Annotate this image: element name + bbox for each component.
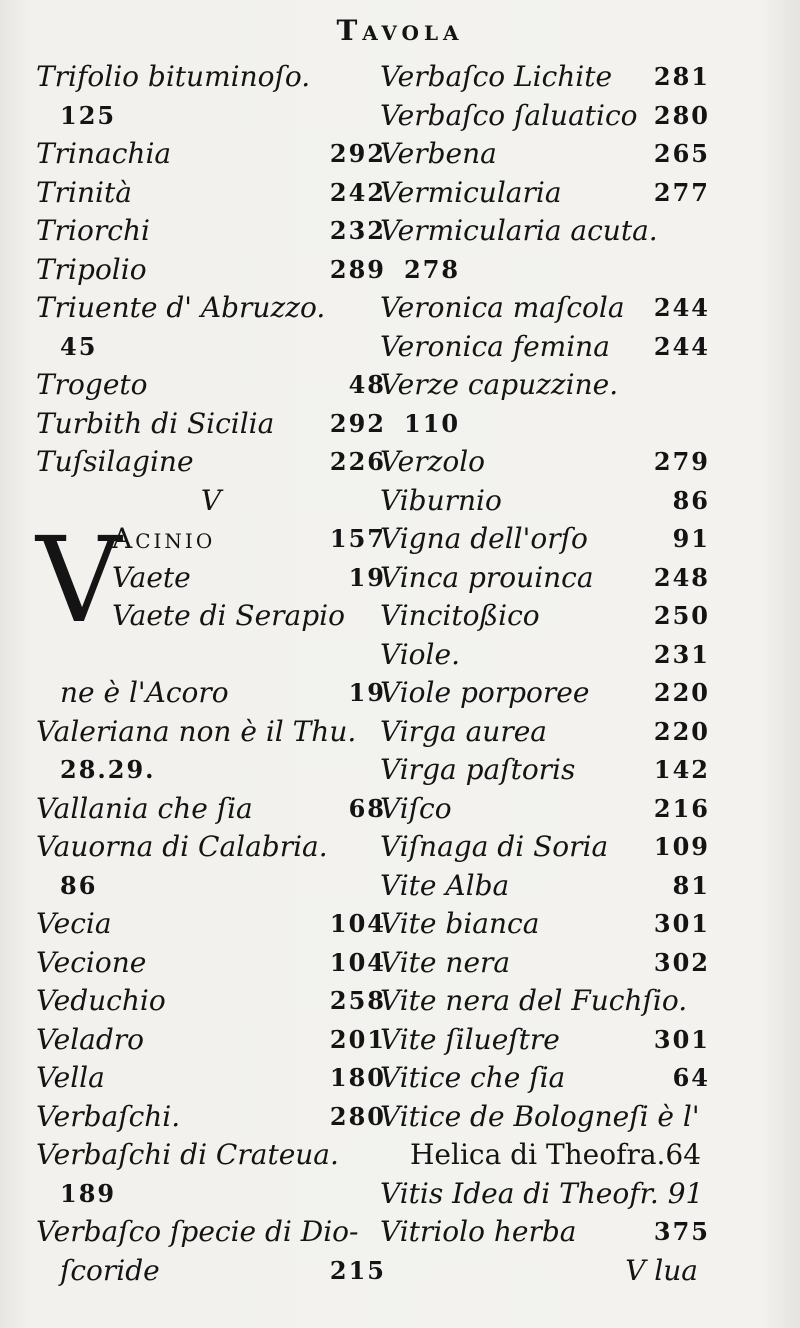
index-entry bbox=[380, 58, 710, 97]
entry-term: ne è l'Acoro bbox=[60, 676, 229, 709]
index-entry bbox=[36, 867, 386, 906]
index-entry bbox=[36, 751, 386, 790]
index-entry bbox=[36, 559, 386, 598]
entry-term: Veronica maſcola bbox=[380, 291, 625, 324]
entry-term: Tuſsilagine bbox=[36, 445, 194, 478]
index-entry bbox=[36, 1059, 386, 1098]
entry-page-number: 289 bbox=[329, 254, 386, 284]
index-entry bbox=[380, 559, 710, 598]
index-entry bbox=[36, 135, 386, 174]
entry-term: ſcoride bbox=[60, 1253, 160, 1287]
entry-page-number: 375 bbox=[653, 1217, 710, 1246]
entry-term: 189 bbox=[60, 1178, 117, 1208]
entry-page-number: 142 bbox=[653, 755, 710, 784]
left-entries-t bbox=[36, 58, 386, 520]
entry-term: Trinità bbox=[36, 175, 132, 209]
entry-page-number: 292 bbox=[329, 408, 386, 438]
running-head: Tavola bbox=[336, 14, 464, 47]
right-entries bbox=[380, 58, 710, 1290]
index-entry bbox=[36, 982, 386, 1021]
entry-term: Tripolio bbox=[36, 252, 147, 286]
entry-page-number: 226 bbox=[329, 447, 386, 476]
index-entry bbox=[380, 366, 710, 405]
entry-term: 278 bbox=[404, 254, 461, 284]
entry-term: 45 bbox=[60, 331, 98, 361]
index-entry bbox=[380, 828, 710, 867]
entry-page-number: 242 bbox=[329, 177, 386, 207]
entry-page-number: 215 bbox=[329, 1255, 386, 1285]
drop-cap: V bbox=[36, 511, 122, 649]
entry-term: Vecia bbox=[36, 907, 112, 940]
index-entry bbox=[380, 790, 710, 829]
index-entry bbox=[380, 1252, 710, 1291]
index-entry bbox=[380, 212, 710, 251]
index-entry bbox=[36, 174, 386, 213]
index-entry bbox=[36, 944, 386, 983]
index-entry bbox=[36, 790, 386, 829]
entry-term: Vigna dell'orſo bbox=[380, 522, 588, 555]
entry-page-number: 231 bbox=[653, 639, 710, 669]
entry-page-number: 201 bbox=[329, 1024, 386, 1054]
entry-term: Vite bianca bbox=[380, 907, 540, 940]
index-entry bbox=[380, 1021, 710, 1060]
entry-term: Veronica femina bbox=[380, 329, 610, 363]
index-entry bbox=[380, 443, 710, 482]
index-entry bbox=[380, 1175, 710, 1214]
index-entry bbox=[380, 674, 710, 713]
entry-page-number: 248 bbox=[653, 562, 710, 592]
entry-page-number: 104 bbox=[329, 947, 386, 977]
entry-term: Helica di Theofra.64 bbox=[410, 1138, 702, 1171]
index-entry bbox=[380, 251, 710, 290]
entry-page-number: 216 bbox=[653, 793, 710, 823]
entry-term: Vitis Idea di Theofr. 91 bbox=[380, 1176, 704, 1210]
entry-page-number: 91 bbox=[672, 524, 710, 553]
entry-page-number: 19 bbox=[348, 678, 386, 707]
entry-page-number: 180 bbox=[329, 1063, 386, 1092]
entry-page-number: 81 bbox=[672, 870, 710, 900]
index-entry bbox=[36, 1175, 386, 1214]
entry-term: Trifolio bituminoſo. bbox=[36, 60, 311, 93]
entry-term: Verbaſco ſaluatico bbox=[380, 98, 638, 132]
index-entry bbox=[380, 328, 710, 367]
entry-term: Vaete bbox=[112, 560, 191, 594]
drop-cap-block bbox=[36, 511, 386, 674]
entry-term: 86 bbox=[60, 870, 98, 900]
index-entry bbox=[380, 405, 710, 444]
index-entry bbox=[380, 867, 710, 906]
entry-term: Vinca prouinca bbox=[380, 560, 594, 594]
entry-term: Vite Alba bbox=[380, 868, 510, 902]
entry-term: Viole porporee bbox=[380, 676, 590, 709]
index-entry bbox=[36, 58, 386, 97]
index-entry bbox=[380, 289, 710, 328]
entry-page-number: 301 bbox=[653, 909, 710, 938]
index-entry bbox=[36, 289, 386, 328]
index-entry bbox=[36, 674, 386, 713]
entry-term: Vaete di Serapio bbox=[112, 599, 345, 632]
entry-term: Veladro bbox=[36, 1022, 145, 1056]
entry-term: 125 bbox=[60, 100, 117, 130]
entry-term: Verbaſchi. bbox=[36, 1099, 181, 1133]
entry-page-number: 109 bbox=[653, 832, 710, 861]
entry-page-number: 302 bbox=[653, 947, 710, 977]
index-entry bbox=[36, 1213, 386, 1252]
entry-term: Vermicularia bbox=[380, 175, 562, 209]
entry-page-number: 220 bbox=[653, 716, 710, 746]
index-column-right bbox=[380, 58, 710, 1290]
index-entry bbox=[380, 1059, 710, 1098]
index-entry bbox=[36, 405, 386, 444]
entry-page-number: 19 bbox=[348, 562, 386, 592]
index-entry bbox=[380, 1213, 710, 1252]
entry-page-number: 232 bbox=[329, 216, 386, 245]
entry-page-number: 277 bbox=[653, 177, 710, 207]
entry-page-number: 104 bbox=[329, 909, 386, 938]
entry-page-number: 280 bbox=[653, 100, 710, 130]
entry-term: Vitriolo herba bbox=[380, 1215, 577, 1248]
index-entry bbox=[36, 443, 386, 482]
entry-term: Triuente d' Abruzzo. bbox=[36, 291, 326, 324]
entry-term: Turbith di Sicilia bbox=[36, 406, 275, 440]
entry-term: Vitice de Bologneſi è l' bbox=[380, 1099, 700, 1133]
entry-term: Vauorna di Calabria. bbox=[36, 830, 328, 863]
index-entry bbox=[36, 828, 386, 867]
entry-term: Viſco bbox=[380, 791, 452, 825]
entry-page-number: 258 bbox=[329, 986, 386, 1015]
entry-term: Verze capuzzine. bbox=[380, 368, 619, 401]
entry-term: Virga paſtoris bbox=[380, 753, 576, 786]
entry-page-number: 64 bbox=[672, 1063, 710, 1092]
index-entry bbox=[380, 982, 710, 1021]
entry-term: Verbena bbox=[380, 137, 497, 170]
entry-page-number: 86 bbox=[672, 485, 710, 515]
entry-term: Viſnaga di Soria bbox=[380, 830, 609, 863]
entry-term: Vecione bbox=[36, 945, 147, 979]
entry-term: Vite nera del Fuchſio. bbox=[380, 984, 688, 1017]
entry-term: Verbaſchi di Crateua. bbox=[36, 1138, 339, 1171]
index-entry bbox=[36, 251, 386, 290]
entry-term: Vallania che ſia bbox=[36, 791, 253, 825]
index-entry bbox=[36, 520, 386, 559]
index-entry bbox=[380, 520, 710, 559]
index-entry bbox=[380, 905, 710, 944]
entry-term: Verbaſco ſpecie di Dio- bbox=[36, 1215, 359, 1248]
entry-page-number: 301 bbox=[653, 1024, 710, 1054]
entry-term: Trinachia bbox=[36, 137, 172, 170]
index-entry bbox=[36, 597, 386, 636]
index-entry bbox=[36, 1136, 386, 1175]
index-entry bbox=[380, 482, 710, 521]
entry-page-number: 68 bbox=[348, 793, 386, 823]
entry-term: Vite nera bbox=[380, 945, 511, 979]
entry-term: Viole. bbox=[380, 637, 460, 671]
entry-term: Verbaſco Lichite bbox=[380, 60, 613, 93]
entry-term: Viburnio bbox=[380, 483, 502, 517]
index-entry bbox=[36, 713, 386, 752]
entry-term: Veduchio bbox=[36, 984, 166, 1017]
entry-term: Trogeto bbox=[36, 368, 148, 401]
index-entry bbox=[380, 1098, 710, 1137]
entry-term: Vite ſilueſtre bbox=[380, 1022, 560, 1056]
index-entry bbox=[380, 174, 710, 213]
entry-term: Vella bbox=[36, 1061, 105, 1094]
drop-cap-entries bbox=[36, 520, 386, 636]
entry-term: 28.29. bbox=[60, 755, 156, 784]
entry-term: Valeriana non è il Thu. bbox=[36, 714, 357, 748]
entry-page-number: 244 bbox=[653, 331, 710, 361]
entry-term: Vermicularia acuta. bbox=[380, 214, 658, 247]
index-entry bbox=[380, 636, 710, 675]
index-entry bbox=[36, 1021, 386, 1060]
index-entry bbox=[36, 1098, 386, 1137]
index-column-left bbox=[36, 58, 386, 1290]
entry-page-number: 265 bbox=[653, 139, 710, 168]
index-entry bbox=[36, 366, 386, 405]
entry-page-number: 281 bbox=[653, 62, 710, 91]
index-entry bbox=[380, 713, 710, 752]
entry-term: Virga aurea bbox=[380, 714, 547, 748]
index-entry bbox=[380, 97, 710, 136]
entry-page-number: 244 bbox=[653, 293, 710, 322]
entry-term: Acinio bbox=[112, 522, 216, 555]
entry-page-number: 250 bbox=[653, 601, 710, 630]
entry-page-number: 157 bbox=[329, 524, 386, 553]
entry-term: Vitice che ſia bbox=[380, 1061, 566, 1094]
entry-term: Verzolo bbox=[380, 445, 486, 478]
entry-term: V bbox=[200, 483, 222, 517]
index-entry bbox=[380, 1136, 710, 1175]
index-entry bbox=[380, 944, 710, 983]
index-entry bbox=[380, 597, 710, 636]
index-entry bbox=[380, 135, 710, 174]
index-entry bbox=[380, 751, 710, 790]
entry-page-number: 48 bbox=[348, 370, 386, 399]
entry-page-number: 279 bbox=[653, 447, 710, 476]
entry-term: V lua bbox=[625, 1253, 698, 1287]
entry-page-number: 292 bbox=[329, 139, 386, 168]
entry-page-number: 280 bbox=[329, 1101, 386, 1131]
index-entry bbox=[36, 905, 386, 944]
entry-term: 110 bbox=[404, 408, 461, 438]
left-entries-v bbox=[36, 674, 386, 1290]
entry-page-number: 220 bbox=[653, 678, 710, 707]
entry-term: Vincitoßico bbox=[380, 599, 540, 632]
entry-term: Triorchi bbox=[36, 214, 150, 247]
index-entry bbox=[36, 97, 386, 136]
index-entry bbox=[36, 328, 386, 367]
index-entry bbox=[36, 1252, 386, 1291]
index-entry bbox=[36, 212, 386, 251]
